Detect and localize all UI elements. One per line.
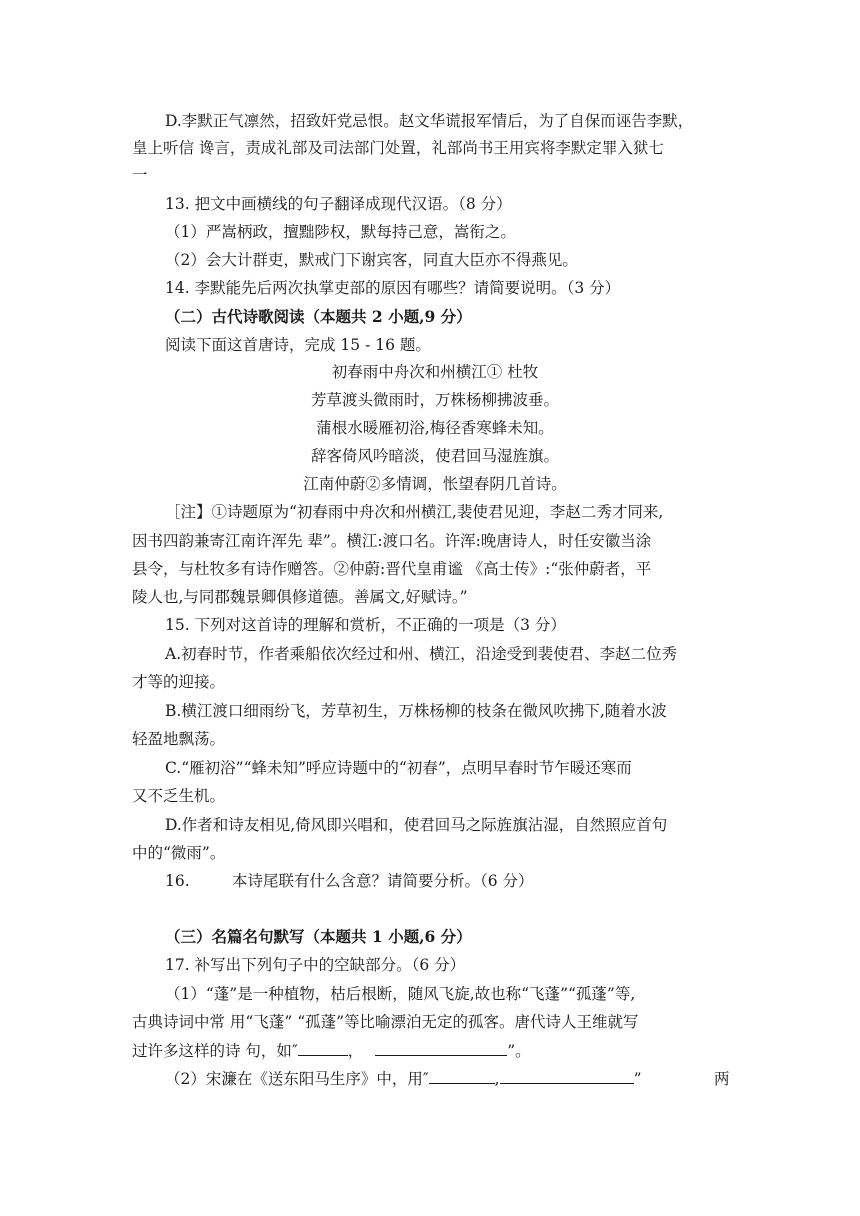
q17-item1-blank-2[interactable] [375, 1040, 507, 1056]
q15-option-b-line1: B.横江渡口细雨纷飞，芳草初生，万株杨柳的枝条在微风吹拂下,随着水波 [165, 702, 667, 720]
q17-item1-line2: 古典诗词中常 用“飞蓬” “孤蓬”等比喻漂泊无定的孤客。唐代诗人王维就写 [132, 1013, 639, 1031]
poem-note-line4: 陵人也,与同郡魏景卿俱修道德。善属文,好赋诗。” [132, 588, 468, 606]
q17-item1-quote-open: ″ [291, 1042, 298, 1060]
q17-item2-tail: 两 [714, 1070, 730, 1088]
poem-note-line2: 因书四韵兼寄江南许浑先 辈”。横江:渡口名。许浑:晚唐诗人，时任安徽当涂 [132, 532, 652, 550]
q15-prompt: 15. 下列对这首诗的理解和赏析，不正确的一项是（3 分） [165, 616, 566, 634]
q16-prompt: 本诗尾联有什么含意？请简要分析。（6 分） [232, 872, 534, 890]
q17-item1-line3 [132, 1040, 531, 1062]
q17-item1-quote-close: ”。 [507, 1042, 531, 1060]
q17-item1-separator: ， [347, 1042, 364, 1060]
q13-item-2: （2）会大计群吏，默戒门下谢宾客，同直大臣亦不得燕见。 [165, 251, 578, 269]
q15-option-a-line1: A.初春时节，作者乘船依次经过和州、横江，沿途受到裴使君、李赵二位秀 [165, 645, 678, 663]
poem-line-3: 辞客倚风吟暗淡，使君回马湿旌旗。 [310, 447, 559, 465]
q17-item2-text: （2）宋濂在《送东阳马生序》中，用 [165, 1070, 423, 1088]
q17-item2-quote-open: ″ [422, 1070, 429, 1088]
poem-line-1: 芳草渡头微雨时，万株杨柳拂波垂。 [310, 391, 559, 409]
poem-title: 初春雨中舟次和州横江① 杜牧 [331, 363, 539, 381]
q17-item1-line1: （1）“蓬”是一种植物，枯后根断，随风飞旋,故也称“飞蓬”“孤蓬”等, [165, 985, 636, 1003]
poem-line-2: 蒲根水暖雁初浴,梅径香寒蜂未知。 [316, 419, 554, 437]
q17-item1-blank-1[interactable] [298, 1040, 348, 1056]
q15-option-a-line2: 才等的迎接。 [132, 673, 226, 691]
q15-option-c-line1: C.“雁初浴”“蜂未知”呼应诗题中的“初春”，点明早春时节乍暖还寒而 [165, 759, 632, 777]
q12-option-d-line1: D.李默正气凛然，招致奸党忌恨。赵文华谎报军情后，为了自保而诬告李默， [165, 112, 694, 130]
q13-item-1: （1）严嵩柄政，擅黜陟权，默每持己意，嵩衔之。 [165, 223, 516, 241]
q15-option-b-line2: 轻盈地飘荡。 [132, 730, 226, 748]
q12-option-d-line3: 一 [132, 166, 148, 184]
q14-prompt: 14. 李默能先后两次执掌吏部的原因有哪些？请简要说明。（3 分） [165, 279, 621, 297]
q12-option-d-line2: 皇上听信 谗言，责成礼部及司法部门处置，礼部尚书王用宾将李默定罪入狱七 [132, 139, 664, 157]
q17-item2-quote-close: ” [633, 1070, 642, 1088]
section-3-heading: （三）名篇名句默写（本题共 1 小题,6 分） [165, 927, 472, 946]
poem-note-line3: 县令，与杜牧多有诗作赠答。②仲蔚:晋代皇甫谧 《高士传》:“张仲蔚者，平 [132, 560, 652, 578]
q17-item2-separator: , [494, 1070, 500, 1088]
q17-prompt: 17. 补写出下列句子中的空缺部分。（6 分） [165, 956, 466, 974]
poem-line-4: 江南仲蔚②多情调，怅望春阴几首诗。 [303, 475, 567, 493]
q17-item2-blank-1[interactable] [429, 1068, 495, 1084]
q17-item1-line3-text: 过许多这样的诗 句，如 [132, 1042, 292, 1060]
q15-option-d-line1: D.作者和诗友相见,倚风即兴唱和，使君回马之际旌旗沾湿，自然照应首句 [165, 816, 668, 834]
q17-item2-line1 [165, 1068, 642, 1090]
section-2-heading: （二）古代诗歌阅读（本题共 2 小题,9 分） [165, 307, 472, 326]
q16-number: 16. [165, 872, 190, 890]
section-2-instruction: 阅读下面这首唐诗，完成 15 - 16 题。 [165, 336, 431, 354]
q17-item2-blank-2[interactable] [500, 1068, 634, 1084]
q13-prompt: 13. 把文中画横线的句子翻译成现代汉语。（8 分） [165, 195, 512, 213]
q15-option-d-line2: 中的“微雨”。 [132, 844, 226, 862]
poem-note-line1: ［注】①诗题原为“初春雨中舟次和州横江,裴使君见迎，李赵二秀才同来, [165, 503, 664, 521]
q15-option-c-line2: 又不乏生机。 [132, 787, 226, 805]
